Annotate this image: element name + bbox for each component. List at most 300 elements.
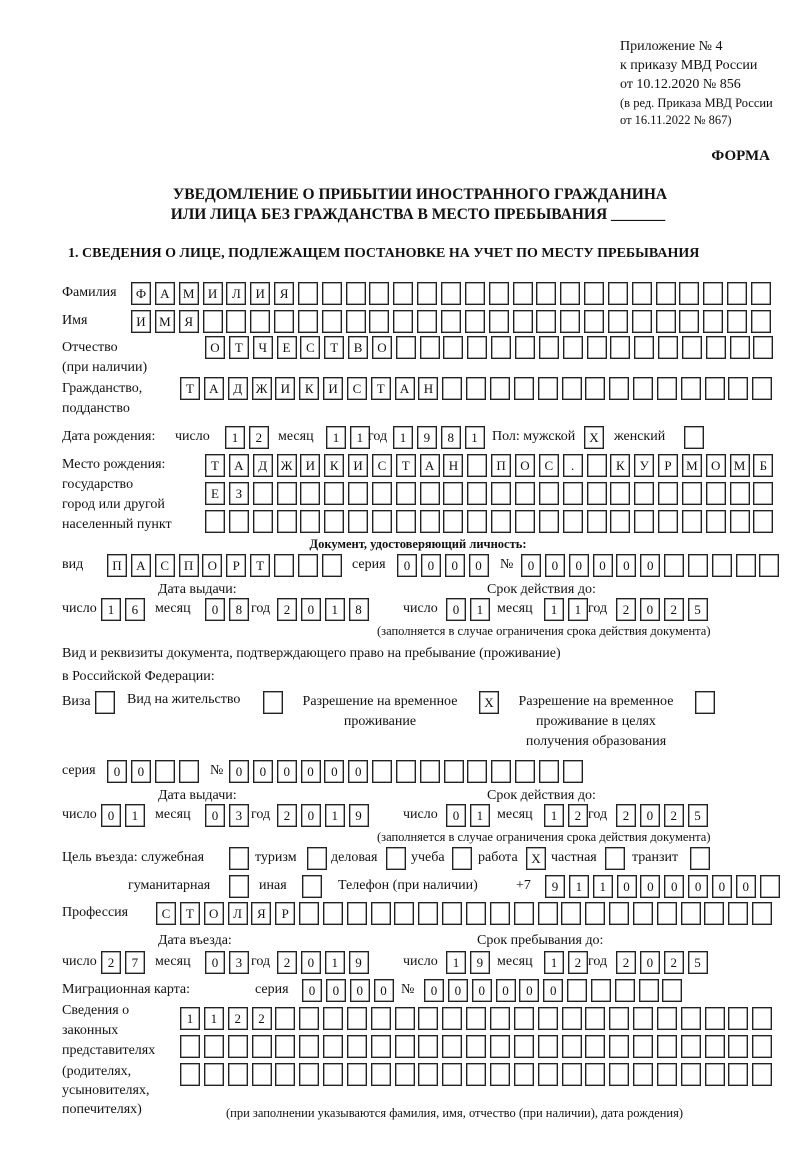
temp-edu-checkbox[interactable] — [695, 691, 715, 714]
char-cell[interactable] — [657, 1007, 677, 1030]
stay-valid-year-field[interactable] — [616, 804, 708, 827]
char-cell[interactable] — [441, 310, 461, 333]
char-cell[interactable] — [584, 310, 604, 333]
char-cell[interactable]: Р — [226, 554, 246, 577]
char-cell[interactable] — [418, 1035, 438, 1058]
char-cell[interactable] — [203, 310, 223, 333]
char-cell[interactable] — [609, 377, 629, 400]
char-cell[interactable] — [712, 554, 732, 577]
char-cell[interactable] — [420, 760, 440, 783]
char-cell[interactable] — [346, 310, 366, 333]
id-series-field[interactable] — [397, 554, 489, 577]
char-cell[interactable] — [465, 310, 485, 333]
char-cell[interactable] — [467, 482, 487, 505]
char-cell[interactable] — [346, 282, 366, 305]
char-cell[interactable]: И — [250, 282, 270, 305]
char-cell[interactable]: 0 — [545, 554, 565, 577]
char-cell[interactable] — [371, 902, 391, 925]
char-cell[interactable] — [609, 1035, 629, 1058]
char-cell[interactable] — [681, 902, 701, 925]
char-cell[interactable]: О — [706, 454, 726, 477]
char-cell[interactable]: 1 — [393, 426, 413, 449]
char-cell[interactable]: З — [229, 482, 249, 505]
temp-residence-checkbox[interactable]: X — [479, 691, 499, 714]
char-cell[interactable] — [633, 1063, 653, 1086]
char-cell[interactable] — [444, 760, 464, 783]
char-cell[interactable]: И — [203, 282, 223, 305]
char-cell[interactable] — [442, 377, 462, 400]
char-cell[interactable] — [490, 1063, 510, 1086]
char-cell[interactable]: 2 — [616, 598, 636, 621]
stay-series-field[interactable] — [107, 760, 199, 783]
char-cell[interactable] — [728, 377, 748, 400]
char-cell[interactable] — [632, 310, 652, 333]
char-cell[interactable]: 2 — [101, 951, 121, 974]
char-cell[interactable] — [466, 1007, 486, 1030]
birth-year-field[interactable] — [393, 426, 485, 449]
char-cell[interactable] — [730, 336, 750, 359]
char-cell[interactable]: И — [348, 454, 368, 477]
char-cell[interactable] — [682, 336, 702, 359]
char-cell[interactable]: С — [347, 377, 367, 400]
char-cell[interactable] — [728, 902, 748, 925]
char-cell[interactable] — [396, 482, 416, 505]
char-cell[interactable] — [275, 1063, 295, 1086]
char-cell[interactable]: 2 — [664, 598, 684, 621]
char-cell[interactable] — [489, 310, 509, 333]
char-cell[interactable]: Р — [275, 902, 295, 925]
char-cell[interactable] — [585, 377, 605, 400]
char-cell[interactable]: И — [131, 310, 151, 333]
char-cell[interactable]: 0 — [472, 979, 492, 1002]
char-cell[interactable]: 2 — [568, 951, 588, 974]
birth-place-field-2[interactable] — [205, 482, 773, 505]
purpose-transit-checkbox[interactable] — [690, 847, 710, 870]
char-cell[interactable] — [204, 1063, 224, 1086]
char-cell[interactable]: 0 — [205, 598, 225, 621]
char-cell[interactable] — [562, 1035, 582, 1058]
char-cell[interactable]: О — [204, 902, 224, 925]
char-cell[interactable] — [514, 1007, 534, 1030]
char-cell[interactable]: Т — [250, 554, 270, 577]
char-cell[interactable] — [300, 482, 320, 505]
char-cell[interactable] — [395, 1007, 415, 1030]
char-cell[interactable]: О — [515, 454, 535, 477]
char-cell[interactable] — [728, 1063, 748, 1086]
char-cell[interactable] — [443, 482, 463, 505]
char-cell[interactable] — [228, 1035, 248, 1058]
char-cell[interactable] — [633, 1007, 653, 1030]
char-cell[interactable] — [298, 310, 318, 333]
char-cell[interactable]: 2 — [664, 951, 684, 974]
char-cell[interactable] — [752, 1035, 772, 1058]
char-cell[interactable]: 1 — [544, 951, 564, 974]
char-cell[interactable] — [538, 1007, 558, 1030]
char-cell[interactable] — [736, 554, 756, 577]
reps-field-3[interactable] — [180, 1063, 772, 1086]
char-cell[interactable] — [417, 310, 437, 333]
char-cell[interactable] — [298, 554, 318, 577]
char-cell[interactable]: 1 — [180, 1007, 200, 1030]
char-cell[interactable]: И — [300, 454, 320, 477]
char-cell[interactable]: В — [348, 336, 368, 359]
char-cell[interactable] — [466, 902, 486, 925]
char-cell[interactable] — [705, 377, 725, 400]
char-cell[interactable]: М — [155, 310, 175, 333]
char-cell[interactable]: 5 — [688, 598, 708, 621]
char-cell[interactable] — [753, 336, 773, 359]
char-cell[interactable]: П — [491, 454, 511, 477]
char-cell[interactable] — [490, 902, 510, 925]
char-cell[interactable] — [253, 510, 273, 533]
char-cell[interactable]: Ф — [131, 282, 151, 305]
char-cell[interactable] — [560, 282, 580, 305]
char-cell[interactable] — [371, 1063, 391, 1086]
char-cell[interactable]: Т — [205, 454, 225, 477]
char-cell[interactable] — [727, 282, 747, 305]
char-cell[interactable] — [608, 310, 628, 333]
char-cell[interactable]: 2 — [616, 804, 636, 827]
char-cell[interactable]: 5 — [688, 804, 708, 827]
char-cell[interactable]: 0 — [302, 979, 322, 1002]
birth-place-field-3[interactable] — [205, 510, 773, 533]
char-cell[interactable] — [347, 1063, 367, 1086]
char-cell[interactable] — [664, 554, 684, 577]
char-cell[interactable]: 0 — [326, 979, 346, 1002]
char-cell[interactable]: 0 — [640, 951, 660, 974]
char-cell[interactable] — [491, 336, 511, 359]
char-cell[interactable]: 5 — [688, 951, 708, 974]
char-cell[interactable]: 2 — [252, 1007, 272, 1030]
char-cell[interactable] — [347, 1035, 367, 1058]
char-cell[interactable] — [728, 1007, 748, 1030]
char-cell[interactable] — [753, 482, 773, 505]
char-cell[interactable] — [322, 310, 342, 333]
char-cell[interactable]: Я — [274, 282, 294, 305]
char-cell[interactable] — [615, 979, 635, 1002]
char-cell[interactable] — [563, 336, 583, 359]
char-cell[interactable] — [585, 1035, 605, 1058]
char-cell[interactable]: 1 — [544, 598, 564, 621]
char-cell[interactable] — [369, 282, 389, 305]
char-cell[interactable] — [753, 510, 773, 533]
char-cell[interactable] — [226, 310, 246, 333]
char-cell[interactable] — [658, 482, 678, 505]
char-cell[interactable] — [180, 1063, 200, 1086]
char-cell[interactable]: 1 — [470, 598, 490, 621]
char-cell[interactable]: 1 — [326, 426, 346, 449]
char-cell[interactable] — [275, 1007, 295, 1030]
char-cell[interactable]: С — [300, 336, 320, 359]
char-cell[interactable] — [539, 510, 559, 533]
char-cell[interactable]: 1 — [125, 804, 145, 827]
char-cell[interactable] — [323, 902, 343, 925]
char-cell[interactable]: 0 — [519, 979, 539, 1002]
char-cell[interactable]: Н — [418, 377, 438, 400]
birth-day-field[interactable] — [225, 426, 269, 449]
char-cell[interactable]: 0 — [640, 875, 660, 898]
char-cell[interactable]: П — [107, 554, 127, 577]
char-cell[interactable] — [275, 1035, 295, 1058]
char-cell[interactable]: 0 — [446, 598, 466, 621]
char-cell[interactable] — [633, 902, 653, 925]
char-cell[interactable] — [658, 510, 678, 533]
purpose-work-checkbox[interactable]: X — [526, 847, 546, 870]
char-cell[interactable] — [730, 482, 750, 505]
char-cell[interactable]: Т — [396, 454, 416, 477]
purpose-tourism-checkbox[interactable] — [307, 847, 327, 870]
id-valid-month-field[interactable] — [544, 598, 588, 621]
char-cell[interactable]: А — [204, 377, 224, 400]
char-cell[interactable] — [515, 760, 535, 783]
char-cell[interactable] — [369, 310, 389, 333]
char-cell[interactable] — [679, 282, 699, 305]
char-cell[interactable] — [681, 1063, 701, 1086]
char-cell[interactable]: 0 — [593, 554, 613, 577]
char-cell[interactable] — [395, 1063, 415, 1086]
char-cell[interactable] — [563, 760, 583, 783]
char-cell[interactable]: 1 — [470, 804, 490, 827]
mig-number-field[interactable] — [424, 979, 682, 1002]
id-issue-day-field[interactable] — [101, 598, 145, 621]
char-cell[interactable] — [752, 377, 772, 400]
char-cell[interactable] — [253, 482, 273, 505]
purpose-service-checkbox[interactable] — [229, 847, 249, 870]
char-cell[interactable]: 0 — [101, 804, 121, 827]
id-issue-year-field[interactable] — [277, 598, 369, 621]
sex-male-checkbox[interactable]: X — [584, 426, 604, 449]
visa-checkbox[interactable] — [95, 691, 115, 714]
char-cell[interactable] — [299, 902, 319, 925]
char-cell[interactable]: С — [156, 902, 176, 925]
char-cell[interactable]: Т — [229, 336, 249, 359]
char-cell[interactable]: А — [155, 282, 175, 305]
entry-year-field[interactable] — [277, 951, 369, 974]
stay-issue-day-field[interactable] — [101, 804, 145, 827]
char-cell[interactable] — [205, 510, 225, 533]
char-cell[interactable] — [466, 377, 486, 400]
char-cell[interactable]: 2 — [664, 804, 684, 827]
char-cell[interactable] — [562, 1007, 582, 1030]
char-cell[interactable]: 0 — [374, 979, 394, 1002]
char-cell[interactable] — [536, 282, 556, 305]
char-cell[interactable] — [539, 336, 559, 359]
char-cell[interactable]: 0 — [301, 951, 321, 974]
surname-field[interactable] — [131, 282, 771, 305]
char-cell[interactable]: О — [372, 336, 392, 359]
char-cell[interactable] — [418, 1007, 438, 1030]
char-cell[interactable] — [323, 1007, 343, 1030]
char-cell[interactable]: 0 — [446, 804, 466, 827]
char-cell[interactable] — [514, 377, 534, 400]
id-issue-month-field[interactable] — [205, 598, 249, 621]
char-cell[interactable]: 1 — [204, 1007, 224, 1030]
char-cell[interactable] — [706, 510, 726, 533]
char-cell[interactable]: 1 — [446, 951, 466, 974]
char-cell[interactable] — [760, 875, 780, 898]
char-cell[interactable] — [610, 510, 630, 533]
char-cell[interactable] — [277, 510, 297, 533]
char-cell[interactable]: 8 — [229, 598, 249, 621]
char-cell[interactable] — [681, 1007, 701, 1030]
char-cell[interactable] — [180, 1035, 200, 1058]
char-cell[interactable] — [538, 1063, 558, 1086]
char-cell[interactable] — [393, 282, 413, 305]
char-cell[interactable]: 2 — [277, 951, 297, 974]
char-cell[interactable] — [706, 482, 726, 505]
char-cell[interactable] — [467, 454, 487, 477]
char-cell[interactable] — [561, 902, 581, 925]
char-cell[interactable] — [491, 510, 511, 533]
purpose-humanitarian-checkbox[interactable] — [229, 875, 249, 898]
char-cell[interactable] — [393, 310, 413, 333]
char-cell[interactable]: Д — [228, 377, 248, 400]
char-cell[interactable]: С — [539, 454, 559, 477]
char-cell[interactable]: А — [395, 377, 415, 400]
char-cell[interactable] — [584, 282, 604, 305]
char-cell[interactable]: 0 — [253, 760, 273, 783]
char-cell[interactable]: Е — [205, 482, 225, 505]
char-cell[interactable]: Т — [180, 377, 200, 400]
char-cell[interactable] — [585, 902, 605, 925]
phone-field[interactable] — [545, 875, 780, 898]
char-cell[interactable] — [681, 1035, 701, 1058]
char-cell[interactable]: Т — [180, 902, 200, 925]
char-cell[interactable] — [562, 1063, 582, 1086]
char-cell[interactable] — [442, 1035, 462, 1058]
char-cell[interactable] — [466, 1063, 486, 1086]
char-cell[interactable] — [515, 510, 535, 533]
citizenship-field[interactable] — [180, 377, 772, 400]
char-cell[interactable] — [656, 282, 676, 305]
char-cell[interactable] — [298, 282, 318, 305]
char-cell[interactable] — [705, 1063, 725, 1086]
char-cell[interactable]: М — [179, 282, 199, 305]
char-cell[interactable] — [656, 310, 676, 333]
char-cell[interactable]: 2 — [568, 804, 588, 827]
patronymic-field[interactable] — [205, 336, 773, 359]
char-cell[interactable] — [324, 482, 344, 505]
char-cell[interactable]: 1 — [101, 598, 121, 621]
char-cell[interactable]: 0 — [712, 875, 732, 898]
sex-female-checkbox[interactable] — [684, 426, 704, 449]
char-cell[interactable] — [610, 482, 630, 505]
char-cell[interactable] — [688, 554, 708, 577]
char-cell[interactable] — [657, 1063, 677, 1086]
id-valid-day-field[interactable] — [446, 598, 490, 621]
char-cell[interactable] — [562, 377, 582, 400]
char-cell[interactable]: 0 — [397, 554, 417, 577]
char-cell[interactable] — [252, 1063, 272, 1086]
char-cell[interactable] — [587, 510, 607, 533]
char-cell[interactable]: . — [563, 454, 583, 477]
char-cell[interactable] — [514, 902, 534, 925]
name-field[interactable] — [131, 310, 771, 333]
char-cell[interactable]: 0 — [107, 760, 127, 783]
char-cell[interactable]: 3 — [229, 804, 249, 827]
char-cell[interactable]: Д — [253, 454, 273, 477]
char-cell[interactable]: С — [372, 454, 392, 477]
char-cell[interactable]: 2 — [277, 598, 297, 621]
char-cell[interactable] — [609, 902, 629, 925]
char-cell[interactable] — [751, 310, 771, 333]
char-cell[interactable] — [634, 482, 654, 505]
char-cell[interactable]: 1 — [325, 804, 345, 827]
char-cell[interactable]: Н — [443, 454, 463, 477]
char-cell[interactable]: 0 — [640, 598, 660, 621]
char-cell[interactable] — [703, 282, 723, 305]
char-cell[interactable]: 0 — [469, 554, 489, 577]
char-cell[interactable] — [467, 510, 487, 533]
char-cell[interactable] — [204, 1035, 224, 1058]
char-cell[interactable] — [395, 1035, 415, 1058]
char-cell[interactable] — [443, 510, 463, 533]
char-cell[interactable] — [704, 902, 724, 925]
char-cell[interactable] — [751, 282, 771, 305]
char-cell[interactable] — [567, 979, 587, 1002]
char-cell[interactable] — [563, 510, 583, 533]
char-cell[interactable]: П — [179, 554, 199, 577]
id-number-field[interactable] — [521, 554, 779, 577]
id-kind-field[interactable] — [107, 554, 342, 577]
char-cell[interactable]: 3 — [229, 951, 249, 974]
char-cell[interactable]: Л — [226, 282, 246, 305]
entry-day-field[interactable] — [101, 951, 145, 974]
char-cell[interactable] — [539, 482, 559, 505]
reps-field-1[interactable] — [180, 1007, 772, 1030]
char-cell[interactable] — [639, 979, 659, 1002]
char-cell[interactable] — [679, 310, 699, 333]
char-cell[interactable] — [538, 902, 558, 925]
char-cell[interactable]: Б — [753, 454, 773, 477]
purpose-business-checkbox[interactable] — [386, 847, 406, 870]
char-cell[interactable] — [277, 482, 297, 505]
char-cell[interactable]: 0 — [205, 951, 225, 974]
char-cell[interactable]: 2 — [249, 426, 269, 449]
char-cell[interactable] — [465, 282, 485, 305]
char-cell[interactable]: 2 — [616, 951, 636, 974]
char-cell[interactable] — [467, 760, 487, 783]
stay-valid-month-field[interactable] — [544, 804, 588, 827]
char-cell[interactable]: 0 — [350, 979, 370, 1002]
birth-month-field[interactable] — [326, 426, 370, 449]
char-cell[interactable] — [443, 336, 463, 359]
char-cell[interactable] — [442, 1063, 462, 1086]
stay-number-field[interactable] — [229, 760, 583, 783]
char-cell[interactable]: 0 — [301, 804, 321, 827]
char-cell[interactable] — [299, 1063, 319, 1086]
id-valid-year-field[interactable] — [616, 598, 708, 621]
char-cell[interactable]: М — [682, 454, 702, 477]
char-cell[interactable]: 0 — [131, 760, 151, 783]
char-cell[interactable]: М — [730, 454, 750, 477]
char-cell[interactable] — [513, 310, 533, 333]
char-cell[interactable] — [539, 760, 559, 783]
char-cell[interactable] — [759, 554, 779, 577]
char-cell[interactable]: 1 — [325, 598, 345, 621]
char-cell[interactable]: 0 — [736, 875, 756, 898]
char-cell[interactable]: 0 — [424, 979, 444, 1002]
char-cell[interactable]: 1 — [350, 426, 370, 449]
char-cell[interactable] — [662, 979, 682, 1002]
char-cell[interactable] — [587, 454, 607, 477]
char-cell[interactable]: 0 — [448, 979, 468, 1002]
char-cell[interactable] — [274, 310, 294, 333]
char-cell[interactable]: 9 — [470, 951, 490, 974]
stay-until-year-field[interactable] — [616, 951, 708, 974]
char-cell[interactable] — [585, 1063, 605, 1086]
char-cell[interactable] — [228, 1063, 248, 1086]
